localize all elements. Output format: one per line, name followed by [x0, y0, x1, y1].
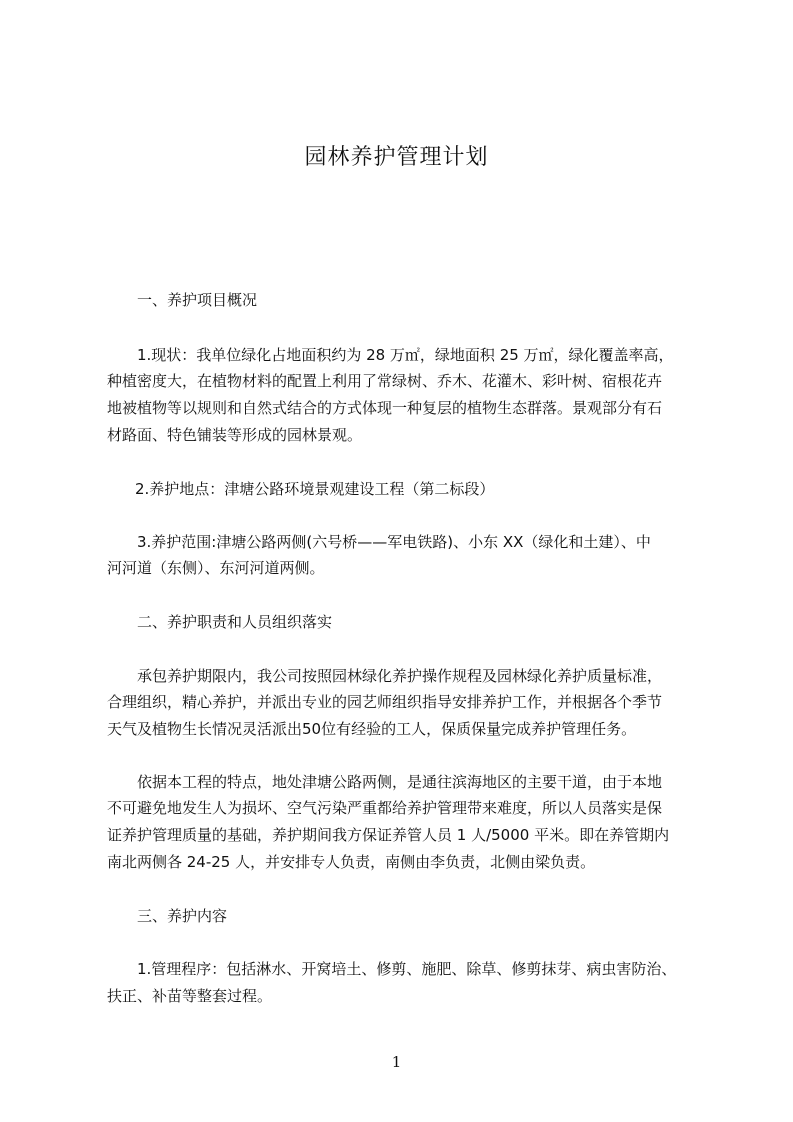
paragraph-line: 2.养护地点：津塘公路环境景观建设工程（第二标段） [135, 480, 495, 498]
paragraph-line: 合理组织，精心养护，并派出专业的园艺师组织指导安排养护工作，并根据各个季节 [107, 693, 663, 711]
paragraph-line: 南北两侧各 24-25 人，并安排专人负责，南侧由李负责，北侧由梁负责。 [107, 853, 596, 871]
paragraph-line: 证养护管理质量的基础，养护期间我方保证养管人员 1 人/5000 平米。即在养管期内 [107, 826, 670, 844]
page-number: 1 [391, 1053, 402, 1071]
section-heading-1: 一、养护项目概况 [137, 291, 258, 309]
section-heading-2: 二、养护职责和人员组织落实 [137, 613, 333, 631]
paragraph-line: 河河道（东侧）、东河河道两侧。 [107, 559, 325, 577]
section-heading-3: 三、养护内容 [137, 907, 228, 925]
paragraph-line: 承包养护期限内，我公司按照园林绿化养护操作规程及园林绿化养护质量标准， [137, 667, 663, 685]
paragraph-line: 3.养护范围:津塘公路两侧(六号桥——军电铁路)、小东 XX（绿化和土建）、中 [137, 533, 651, 551]
paragraph-line: 扶正、补苗等整套过程。 [107, 987, 273, 1005]
paragraph-line: 1.管理程序：包括淋水、开窝培土、修剪、施肥、除草、修剪抹芽、病虫害防治、 [137, 960, 677, 978]
paragraph-line: 不可避免地发生人为损坏、空气污染严重都给养护管理带来难度，所以人员落实是保 [107, 799, 663, 817]
paragraph-line: 依据本工程的特点，地处津塘公路两侧，是通往滨海地区的主要干道，由于本地 [137, 773, 663, 791]
document-title: 园林养护管理计划 [304, 145, 489, 170]
paragraph-line: 1.现状：我单位绿化占地面积约为 28 万㎡，绿地面积 25 万㎡，绿化覆盖率高， [137, 346, 674, 364]
paragraph-line: 天气及植物生长情况灵活派出50位有经验的工人，保质保量完成养护管理任务。 [107, 720, 637, 738]
paragraph-line: 地被植物等以规则和自然式结合的方式体现一种复层的植物生态群落。景观部分有石 [107, 399, 663, 417]
paragraph-line: 材路面、特色铺装等形成的园林景观。 [107, 426, 363, 444]
paragraph-line: 种植密度大，在植物材料的配置上利用了常绿树、乔木、花灌木、彩叶树、宿根花卉 [107, 372, 663, 390]
